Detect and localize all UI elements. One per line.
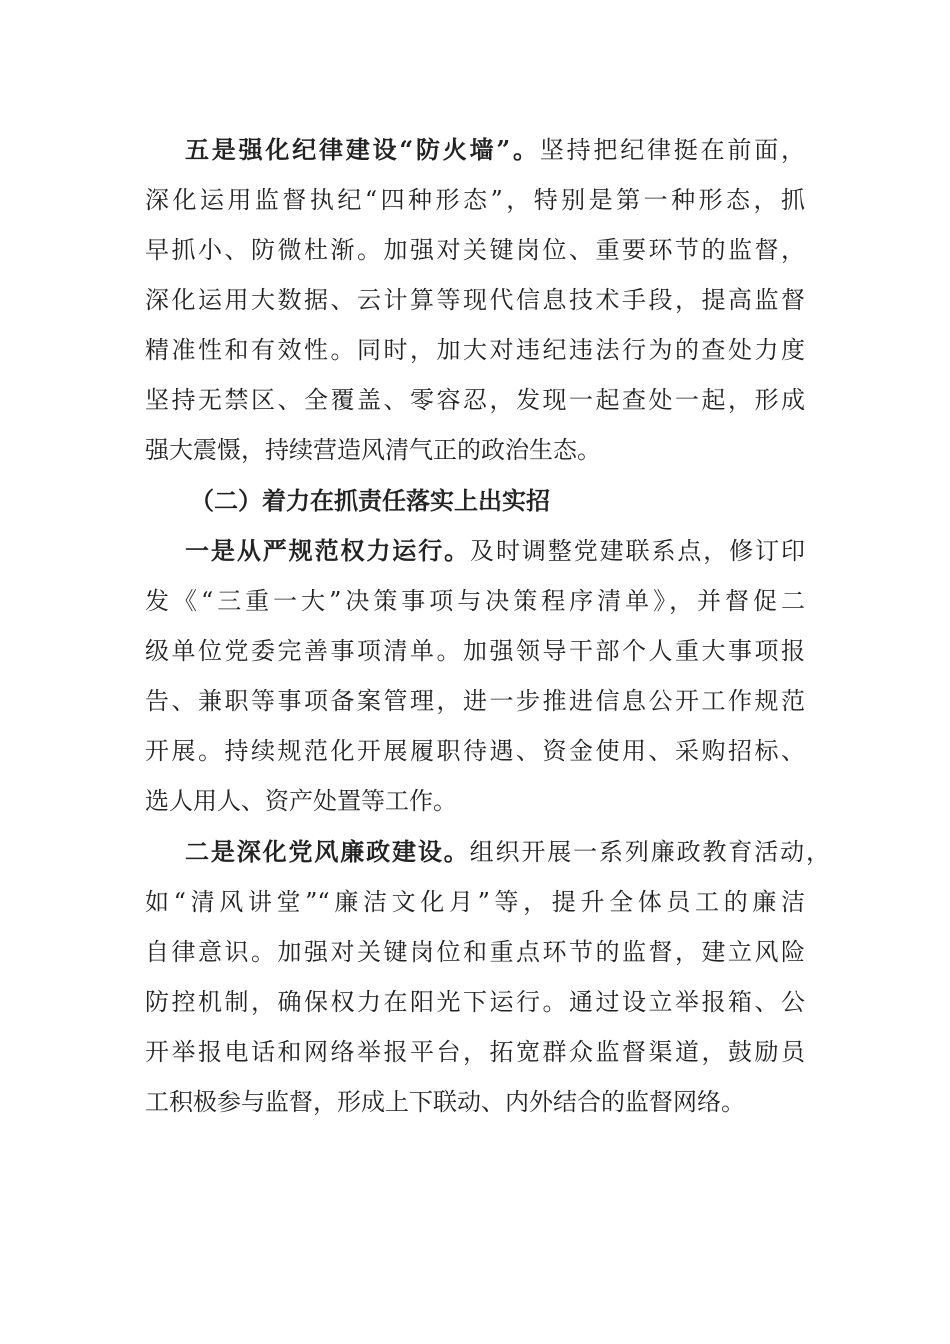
- paragraph-line: 如“清风讲堂”“廉洁文化月”等，提升全体员工的廉洁: [145, 888, 805, 916]
- paragraph-line: 自律意识。加强对关键岗位和重点环节的监督，建立风险: [145, 938, 805, 966]
- paragraph-line: 开展。持续规范化开展履职待遇、资金使用、采购招标、: [145, 737, 805, 765]
- paragraph-line: 告、兼职等事项备案管理，进一步推进信息公开工作规范: [145, 687, 805, 715]
- paragraph-line: 级单位党委完善事项清单。加强领导干部个人重大事项报: [145, 637, 805, 665]
- paragraph-line: 精准性和有效性。同时，加大对违纪违法行为的查处力度: [145, 336, 805, 364]
- paragraph-lead: 一是从严规范权力运行。: [185, 536, 471, 565]
- paragraph-line: 五是强化纪律建设“防火墙”。坚持把纪律挺在前面，: [185, 135, 806, 164]
- paragraph-line: 工积极参与监督，形成上下联动、内外结合的监督网络。: [145, 1088, 745, 1116]
- paragraph-line: 发《“三重一大”决策事项与决策程序清单》，并督促二: [145, 587, 805, 615]
- paragraph-line: 防控机制，确保权力在阳光下运行。通过设立举报箱、公: [145, 988, 805, 1016]
- paragraph-line: 一是从严规范权力运行。及时调整党建联系点，修订印: [185, 536, 806, 565]
- section-heading: （二）着力在抓责任落实上出实招: [190, 486, 550, 515]
- paragraph-line: 深化运用监督执纪“四种形态”，特别是第一种形态，抓: [145, 186, 805, 214]
- paragraph-line: 深化运用大数据、云计算等现代信息技术手段，提高监督: [145, 286, 805, 314]
- paragraph-line: 选人用人、资产处置等工作。: [145, 787, 457, 815]
- paragraph-lead: 二是深化党风廉政建设。: [185, 837, 470, 866]
- paragraph-line: 早抓小、防微杜渐。加强对关键岗位、重要环节的监督，: [145, 236, 805, 264]
- paragraph-line: 强大震慑，持续营造风清气正的政治生态。: [145, 436, 601, 464]
- paragraph-line: 二是深化党风廉政建设。组织开展一系列廉政教育活动，: [185, 837, 830, 866]
- paragraph-line: 坚持无禁区、全覆盖、零容忍，发现一起查处一起，形成: [145, 386, 805, 414]
- paragraph-line: 开举报电话和网络举报平台，拓宽群众监督渠道，鼓励员: [145, 1038, 805, 1066]
- paragraph-lead: 五是强化纪律建设“防火墙”。: [185, 135, 540, 164]
